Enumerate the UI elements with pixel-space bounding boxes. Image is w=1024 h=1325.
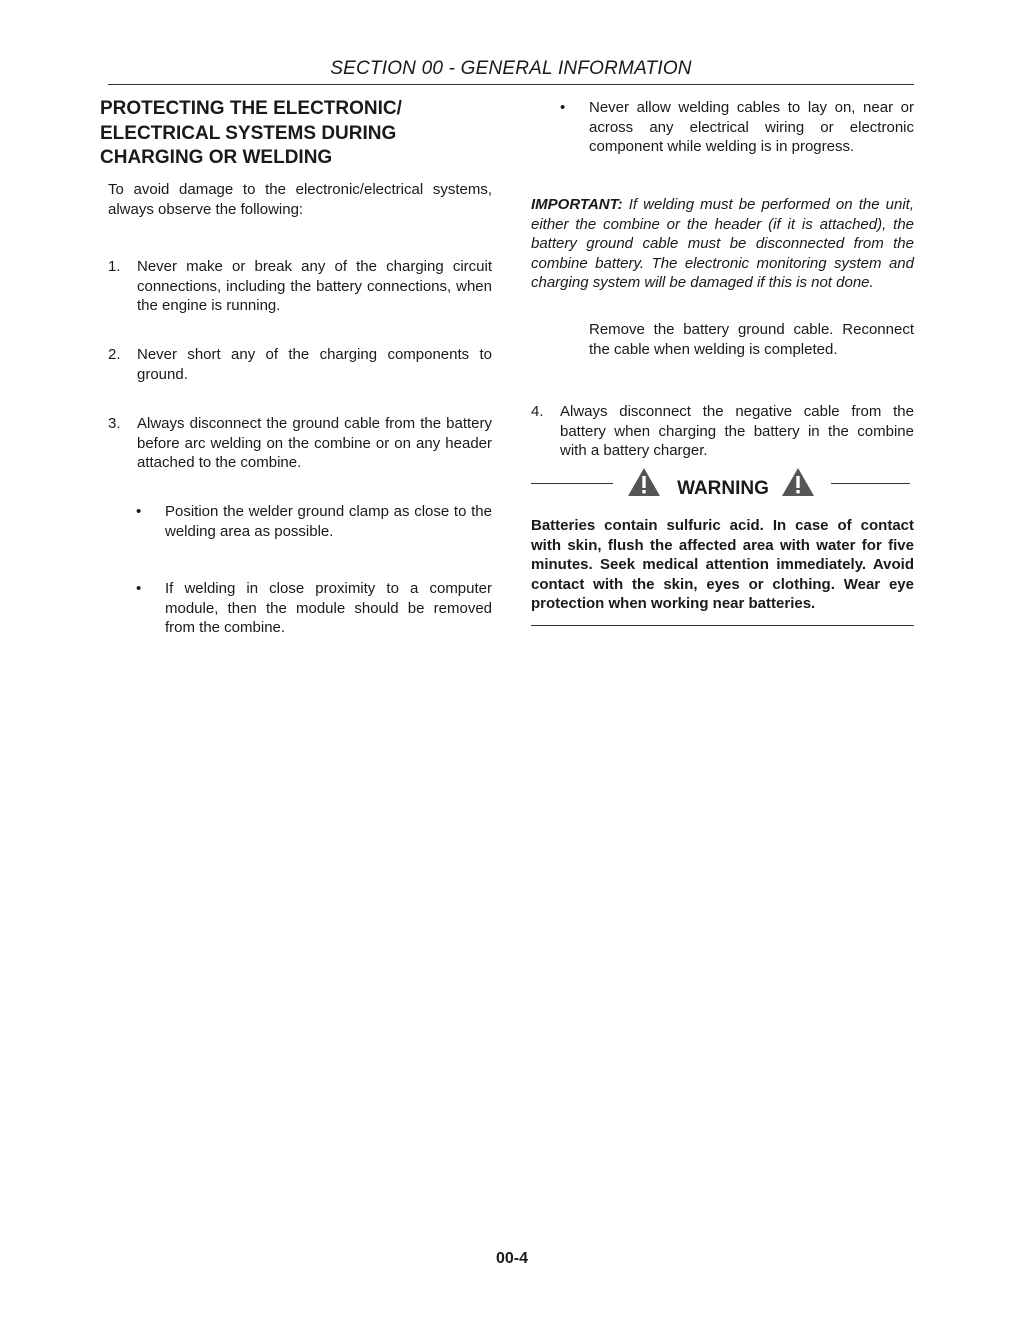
page-title [100, 97, 492, 171]
page-number: 00-4 [495, 1250, 529, 1267]
header-rule [108, 84, 914, 85]
list-item-2 [108, 345, 492, 385]
bullet-item-text: Position the welder ground clamp as close to the welding area as possible. [165, 503, 492, 540]
bullet-item-welding-cables [560, 98, 914, 158]
list-item-text: Always disconnect the ground cable from the battery before arc welding on the combine or on any header attached to the combine. [137, 415, 492, 471]
title-line-2: ELECTRICAL SYSTEMS DURING [100, 122, 397, 144]
warning-body: Batteries contain sulfuric acid. In case of contact with skin, flush the affected area with water for five minutes. Seek medical attention immediately. Avoid contact with the skin, eyes or clothing. Wear eye protection when working near batteries. [531, 517, 914, 612]
intro-paragraph: To avoid damage to the electronic/electrical systems, always observe the following: [108, 181, 492, 218]
warning-triangle-icon [627, 467, 661, 497]
list-item-text: Always disconnect the negative cable from the battery when charging the battery in the combine with a battery charger. [560, 403, 914, 459]
important-text: If welding must be performed on the unit, either the combine or the header (if it is attached), the battery ground cable must be disconnected from the combine battery. The electronic monitoring system and charging system will be damaged if this is not done. [531, 196, 914, 291]
list-item-3 [108, 414, 492, 474]
warning-triangle-icon [781, 467, 815, 497]
important-label: IMPORTANT: [531, 196, 623, 213]
bullet-symbol: • [136, 580, 142, 597]
list-item-number: 4. [531, 403, 544, 420]
bullet-symbol: • [136, 503, 142, 520]
title-line-3: CHARGING OR WELDING [100, 147, 333, 168]
list-item-number: 1. [108, 258, 121, 275]
title-line-1: PROTECTING THE ELECTRONIC/ [100, 98, 402, 119]
list-item-4 [531, 402, 914, 462]
remove-cable-paragraph: Remove the battery ground cable. Reconnect the cable when welding is completed. [589, 321, 914, 358]
warning-title: WARNING [677, 478, 769, 499]
list-item-number: 2. [108, 346, 121, 363]
warning-rule-bottom [531, 625, 914, 626]
list-item-text: Never make or break any of the charging circuit connections, including the battery connections, when the engine is running. [137, 258, 492, 314]
bullet-item-2 [136, 579, 492, 639]
section-header: SECTION 00 - GENERAL INFORMATION [330, 58, 692, 79]
bullet-symbol: • [560, 99, 566, 116]
important-note [531, 195, 914, 293]
warning-rule-left [531, 483, 613, 484]
bullet-item-text: If welding in close proximity to a computer module, then the module should be removed from the combine. [165, 580, 492, 636]
list-item-number: 3. [108, 415, 121, 432]
list-item-text: Never short any of the charging components to ground. [137, 346, 492, 383]
warning-rule-right [831, 483, 910, 484]
bullet-item-text: Never allow welding cables to lay on, near or across any electrical wiring or electronic component while welding is in progress. [589, 99, 914, 155]
list-item-1 [108, 257, 492, 317]
bullet-item-1 [136, 502, 492, 542]
